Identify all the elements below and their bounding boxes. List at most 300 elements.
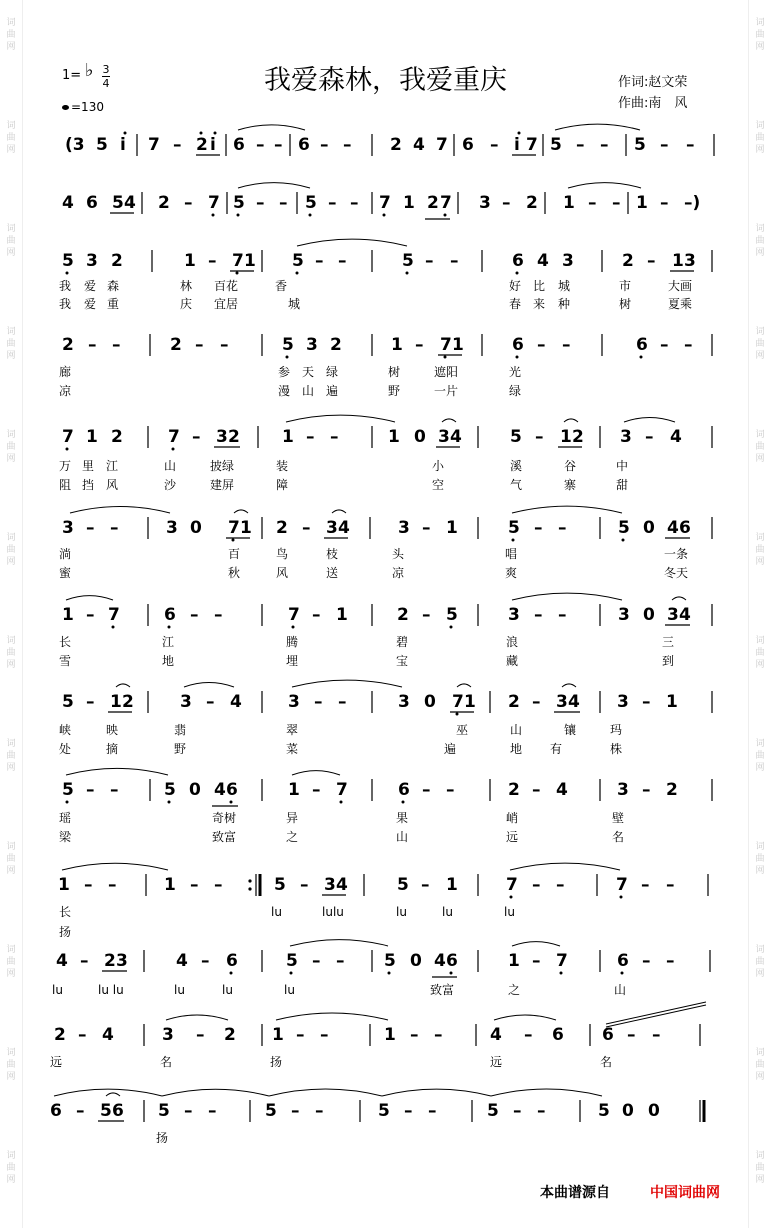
lyric: 菜 (286, 742, 299, 756)
score-note: 5 (164, 780, 176, 800)
score-note: 1 (672, 251, 684, 271)
lyric: 甜 (616, 478, 629, 492)
lyric: 一条 (664, 547, 689, 561)
lyric: 林 (180, 279, 193, 293)
slur (332, 510, 346, 513)
lyric: 映 (106, 723, 119, 737)
lyric: 扬 (59, 925, 72, 939)
lyric: 名 (160, 1055, 173, 1069)
score-note: – (350, 193, 359, 213)
lyric: 爱 (84, 279, 97, 293)
low-octave-dot (296, 272, 299, 275)
lyric: 山 (510, 723, 523, 737)
score-note: 5 (634, 135, 646, 155)
score-note: – (532, 692, 541, 712)
score-note: 2 (508, 780, 520, 800)
slur (562, 684, 576, 687)
watermark-char: 词 (755, 18, 765, 28)
score-note: 1 (240, 518, 252, 538)
score-note: – (173, 135, 182, 155)
score-note: 2 (572, 427, 584, 447)
slur (66, 768, 168, 775)
lyric: 壁 (612, 811, 625, 825)
watermark-char: 曲 (755, 30, 765, 40)
low-octave-dot (406, 272, 409, 275)
lyric: 巫 (456, 723, 469, 737)
lyric: 种 (558, 297, 571, 311)
score-note: 7 (168, 427, 180, 447)
score-note: 4 (568, 692, 580, 712)
slur (606, 1002, 706, 1024)
score-note: 4 (230, 692, 242, 712)
score-note: 0 (643, 605, 655, 625)
flat-icon: ♭ (85, 60, 94, 81)
watermark-char: 词 (755, 636, 765, 646)
slur (512, 593, 622, 600)
watermark-char: 网 (6, 42, 16, 52)
score-note: – (343, 135, 352, 155)
score-note: – (86, 518, 95, 538)
score-note: 1 (452, 335, 464, 355)
score-note: – (338, 251, 347, 271)
score-note: 0 (410, 951, 422, 971)
score-note: 5 (100, 1101, 112, 1121)
watermark-char: 词 (755, 945, 765, 955)
score-note: 6 (636, 335, 648, 355)
score-note: 5 (62, 780, 74, 800)
lyric: 异 (286, 811, 299, 825)
slur (491, 1089, 602, 1096)
watermark-char: 曲 (755, 1163, 765, 1173)
score-note: 6 (50, 1101, 62, 1121)
score-note: – (279, 193, 288, 213)
watermark-char: 网 (6, 351, 16, 361)
slur (292, 680, 402, 687)
low-octave-dot (66, 272, 69, 275)
score-note: 6 (512, 335, 524, 355)
lyric: 头 (392, 547, 405, 561)
score-note: – (588, 193, 597, 213)
score-note: – (88, 335, 97, 355)
lyric: 埋 (286, 654, 299, 668)
score-note: 1 (391, 335, 403, 355)
lyric: 参 (278, 365, 291, 379)
lyric: 百 (228, 547, 241, 561)
lyric: 远 (506, 830, 519, 844)
score-note: 2 (196, 135, 208, 155)
watermark-char: 词 (6, 1151, 16, 1161)
time-signature-bottom: 4 (102, 77, 110, 90)
score-note: – (84, 875, 93, 895)
lyric: 绿 (326, 365, 339, 379)
score-note: 3 (216, 427, 228, 447)
score-note: – (410, 1025, 419, 1045)
low-octave-dot (450, 972, 453, 975)
score-note: 7 (440, 335, 452, 355)
score-note: 4 (176, 951, 188, 971)
score-note: 4 (336, 875, 348, 895)
slur (457, 684, 471, 687)
watermark-char: 词 (755, 739, 765, 749)
score-note: 7 (232, 251, 244, 271)
lyric: 山 (302, 384, 315, 398)
watermark-char: 曲 (6, 1060, 16, 1070)
score-note: – (201, 951, 210, 971)
slur (184, 683, 234, 688)
lyric: 夏乘 (668, 297, 693, 311)
low-octave-dot (168, 626, 171, 629)
score-note: 6 (233, 135, 245, 155)
score-note: 3 (326, 518, 338, 538)
source-label: 本曲谱源自 (540, 1185, 610, 1201)
score-note: 2 (170, 335, 182, 355)
watermark-char: 网 (6, 1072, 16, 1082)
lyric: 有 (550, 742, 563, 756)
score-note: 3 (618, 605, 630, 625)
lyric: 比 (533, 279, 546, 293)
watermark-char: 曲 (6, 236, 16, 246)
score-note: – (660, 135, 669, 155)
slur (276, 1013, 388, 1020)
lyric: 重 (107, 297, 120, 311)
score-note: – (422, 780, 431, 800)
score-note: – (490, 135, 499, 155)
score-note: 3 (166, 518, 178, 538)
score-note: 3 (62, 518, 74, 538)
score-note: 2 (508, 692, 520, 712)
high-octave-dot (518, 132, 521, 135)
lyric: 宜居 (214, 297, 239, 311)
score-note: i (210, 135, 216, 155)
low-octave-dot (232, 539, 235, 542)
score-note: 0 (622, 1101, 634, 1121)
score-note: 5 (487, 1101, 499, 1121)
score-note: 7 (62, 427, 74, 447)
score-note: – (312, 605, 321, 625)
lyric: 山 (396, 830, 409, 844)
score-note: 7 (440, 193, 452, 213)
low-octave-dot (236, 272, 239, 275)
score-note: 3 (116, 951, 128, 971)
watermark-char: 网 (6, 1175, 16, 1185)
lyric: lu (174, 983, 185, 997)
low-octave-dot (112, 626, 115, 629)
score-note: – (291, 1101, 300, 1121)
low-octave-dot (383, 214, 386, 217)
slur (442, 419, 456, 422)
lyric: 庆 (180, 297, 193, 311)
score-note: 3 (398, 692, 410, 712)
low-octave-dot (168, 801, 171, 804)
watermark-char: 词 (6, 18, 16, 28)
lyric: lu (504, 905, 515, 919)
watermark-char: 曲 (6, 30, 16, 40)
lyric: 之 (286, 830, 299, 844)
watermark-char: 网 (755, 763, 765, 773)
score-note: – (612, 193, 621, 213)
score-note: 3 (288, 692, 300, 712)
lyric: 树 (388, 365, 401, 379)
lyric: 之 (508, 983, 521, 997)
watermark-char: 曲 (755, 751, 765, 761)
slur (564, 419, 578, 422)
lyric: 小 (432, 459, 445, 473)
score-note: 1 (86, 427, 98, 447)
lyric: 长 (59, 905, 72, 919)
watermark-char: 网 (6, 145, 16, 155)
score-note: 1 (446, 875, 458, 895)
lyric: 雪 (59, 654, 72, 668)
slur (624, 417, 675, 422)
watermark-char: 曲 (6, 854, 16, 864)
score-note: – (558, 605, 567, 625)
slur (269, 1089, 382, 1096)
time-signature-top: 3 (102, 63, 110, 76)
slur (512, 942, 560, 946)
lyric: 地 (510, 742, 523, 756)
score-note: – (312, 951, 321, 971)
lyric: 致富 (430, 983, 455, 997)
low-octave-dot (402, 801, 405, 804)
low-octave-dot (309, 214, 312, 217)
score-note: – (320, 135, 329, 155)
lyric: 我 (59, 279, 72, 293)
score-note: 1 (384, 1025, 396, 1045)
lyric: 风 (276, 566, 289, 580)
lyric: 披绿 (210, 459, 235, 473)
lyric: 百花 (214, 279, 239, 293)
score-note: – (328, 193, 337, 213)
slur (292, 771, 340, 775)
score-note: – (450, 251, 459, 271)
lyric: 漫 (278, 384, 291, 398)
watermark-char: 网 (755, 557, 765, 567)
score-note: – (422, 518, 431, 538)
lyric: 远 (50, 1055, 63, 1069)
slur (116, 684, 130, 687)
watermark-char: 曲 (755, 133, 765, 143)
score-note: 2 (111, 251, 123, 271)
watermark-char: 词 (6, 224, 16, 234)
low-octave-dot (640, 356, 643, 359)
watermark-char: 曲 (755, 545, 765, 555)
low-octave-dot (620, 896, 623, 899)
score-note: – (686, 135, 695, 155)
lyric: lu lu (98, 983, 124, 997)
watermark-char: 词 (6, 327, 16, 337)
lyric: 翡 (174, 723, 187, 737)
low-octave-dot (516, 272, 519, 275)
score-note: 4 (124, 193, 136, 213)
lyric: 建屏 (210, 478, 235, 492)
score-note: 3 (508, 605, 520, 625)
score-note: – (627, 1025, 636, 1045)
score-note: 3 (617, 780, 629, 800)
lyric: 万 (59, 459, 72, 473)
score-note: 0 (189, 780, 201, 800)
score-note: 2 (224, 1025, 236, 1045)
score-note: 1 (666, 692, 678, 712)
score-note: 3 (562, 251, 574, 271)
score-note: 7 (616, 875, 628, 895)
score-note: 0 (190, 518, 202, 538)
score-note: 1 (636, 193, 648, 213)
score-note: – (576, 135, 585, 155)
lyric: 装 (276, 459, 289, 473)
score-note: – (537, 1101, 546, 1121)
score-note: 1 (272, 1025, 284, 1045)
score-note: – (300, 875, 309, 895)
lyric: 凉 (59, 384, 72, 398)
watermark-char: 词 (755, 1151, 765, 1161)
score-note: – (184, 193, 193, 213)
lyric: 枝 (326, 547, 339, 561)
lyric: 凉 (392, 566, 405, 580)
score-note: 7 (228, 518, 240, 538)
score-note: 7 (379, 193, 391, 213)
score-note: – (642, 692, 651, 712)
score-note: 5 (62, 251, 74, 271)
watermark-char: 曲 (755, 648, 765, 658)
score-note: 6 (552, 1025, 564, 1045)
lyric: lu (442, 905, 453, 919)
score-note: – (502, 193, 511, 213)
score-note: 5 (384, 951, 396, 971)
score-note: – (556, 875, 565, 895)
score-note: i (120, 135, 126, 155)
low-octave-dot (388, 972, 391, 975)
score-note: – (86, 692, 95, 712)
score-note: – (404, 1101, 413, 1121)
watermark-char: 曲 (6, 442, 16, 452)
lyric: 好 (509, 279, 522, 293)
low-octave-dot (230, 801, 233, 804)
low-octave-dot (510, 896, 513, 899)
score-note: 0 (643, 518, 655, 538)
score-note: 1 (446, 518, 458, 538)
score-note: 4 (413, 135, 425, 155)
slur (672, 597, 686, 600)
score-note: – (195, 335, 204, 355)
watermark-char: 曲 (6, 957, 16, 967)
score-note: – (315, 251, 324, 271)
score-note: 7 (506, 875, 518, 895)
score-note: – (256, 193, 265, 213)
lyric: 里 (82, 459, 95, 473)
watermark-char: 网 (755, 145, 765, 155)
lyric: 江 (106, 459, 119, 473)
lyric: 来 (533, 297, 546, 311)
score-note: 1 (508, 951, 520, 971)
score-note: – (336, 951, 345, 971)
lyric: 腾 (286, 635, 299, 649)
score-note: – (422, 605, 431, 625)
score-note: – (532, 951, 541, 971)
score-note: – (428, 1101, 437, 1121)
score-note: 1 (403, 193, 415, 213)
lyric: 地 (162, 654, 175, 668)
score-note: (3 (65, 135, 85, 155)
score-note: – (446, 780, 455, 800)
score-note: – (532, 780, 541, 800)
slur (166, 1015, 228, 1020)
score-note: – (206, 692, 215, 712)
score-note: – (666, 875, 675, 895)
site-link[interactable]: 中国词曲网 (650, 1185, 720, 1201)
score-note: – (642, 951, 651, 971)
slur (162, 1089, 269, 1096)
lyric: lulu (322, 905, 344, 919)
score-note: 2 (666, 780, 678, 800)
score-note: –) (684, 193, 701, 213)
score-note: 5 (550, 135, 562, 155)
low-octave-dot (290, 972, 293, 975)
score-note: 2 (397, 605, 409, 625)
low-octave-dot (230, 972, 233, 975)
lyric: 扬 (156, 1131, 169, 1145)
lyric: 爽 (505, 566, 518, 580)
lyric: 翠 (286, 723, 299, 737)
lyric: 株 (610, 742, 623, 756)
score-note: 6 (679, 518, 691, 538)
score-note: 1 (336, 605, 348, 625)
watermark-char: 曲 (6, 751, 16, 761)
low-octave-dot (66, 801, 69, 804)
score-note: – (652, 1025, 661, 1045)
score-note: 6 (164, 605, 176, 625)
lyric: 野 (388, 384, 401, 398)
score-note: 5 (397, 875, 409, 895)
tempo-value: =130 (71, 100, 104, 114)
low-octave-dot (512, 539, 515, 542)
lyric: 城 (558, 279, 571, 293)
song-title: 我爱森林，我爱重庆 (264, 65, 507, 96)
watermark-char: 词 (6, 636, 16, 646)
high-octave-dot (124, 132, 127, 135)
score-note: – (534, 518, 543, 538)
score-note: 2 (228, 427, 240, 447)
lyric: 春 (509, 297, 522, 311)
score-note: – (537, 335, 546, 355)
lyric: 浪 (506, 635, 519, 649)
score-note: 6 (86, 193, 98, 213)
score-note: 3 (620, 427, 632, 447)
score-note: 3 (479, 193, 491, 213)
score-note: 6 (602, 1025, 614, 1045)
score-note: – (532, 875, 541, 895)
lyric: 蜜 (59, 566, 72, 580)
score-note: 4 (434, 951, 446, 971)
score-note: 5 (282, 335, 294, 355)
score-note: – (534, 605, 543, 625)
lyric: 廊 (59, 365, 72, 379)
watermark-char: 曲 (6, 133, 16, 143)
lyric: 唱 (505, 547, 518, 561)
score-note: 0 (414, 427, 426, 447)
score-note: 3 (667, 605, 679, 625)
score-note: – (86, 605, 95, 625)
lyric: 遍 (444, 742, 457, 756)
score-note: 4 (679, 605, 691, 625)
low-octave-dot (237, 214, 240, 217)
score-note: – (110, 780, 119, 800)
slur (66, 596, 113, 600)
slur (238, 125, 305, 130)
score-note: 6 (226, 780, 238, 800)
lyric: 名 (612, 830, 625, 844)
score-note: – (108, 875, 117, 895)
lyric: 江 (162, 635, 175, 649)
